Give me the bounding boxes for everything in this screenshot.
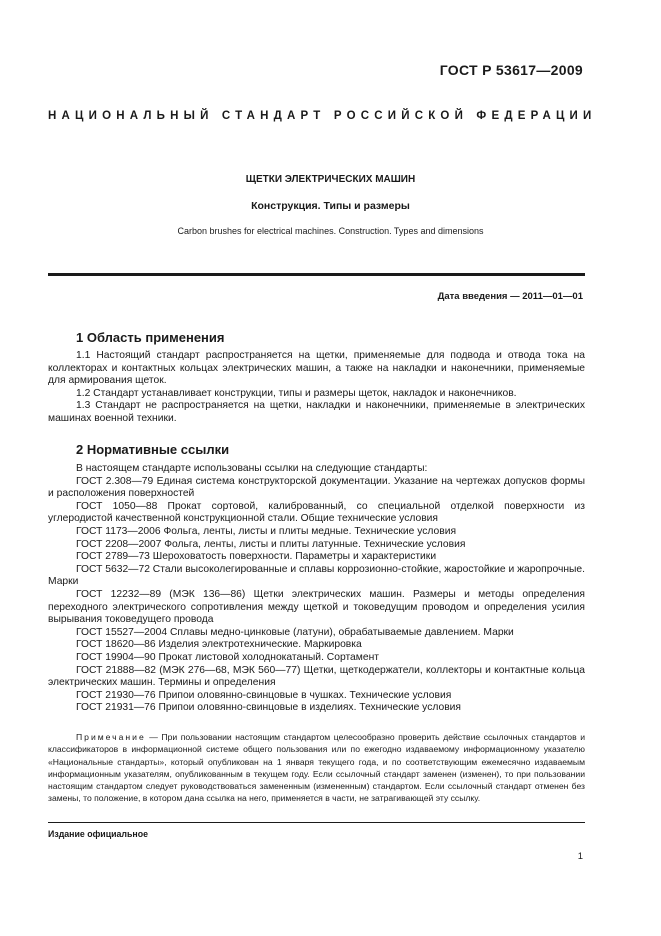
paragraph-1-2: 1.2 Стандарт устанавливает конструкции, типы и размеры щеток, накладок и наконечников. — [76, 387, 517, 399]
section-2-content — [48, 463, 585, 715]
reference-item: ГОСТ 1173—2006 Фольга, ленты, листы и плиты медные. Технические условия — [76, 525, 457, 537]
english-title: Carbon brushes for electrical machines. Construction. Types and dimensions — [177, 226, 484, 236]
note-text: — При пользовании настоящим стандартом целесообразно проверить действие ссылочных стандартов и классификаторов в информационной системе общего пользования или по ежегодно издаваемому информационному указателю «Национальные стандарты», который опубликован на 1 января текущего года, и по соответствующим ежемесячно издаваемым информационным указателям, опубликованным в текущем году. Если ссылочный стандарт заменен (изменен), то при пользовании настоящим стандартом следует руководствоваться замененным (измененным) стандартом. Если ссылочный стандарт отменен без замены, то положение, в котором дана ссылка на него, применяется в части, не затрагивающей эту ссылку. — [48, 732, 585, 804]
paragraph-1-1: 1.1 Настоящий стандарт распространяется на щетки, применяемые для подвода и отвода тока на коллекторах и контактных кольцах электрических машин, а также на накладки и наконечники, применяемые для армирования щеток. — [48, 350, 585, 387]
national-standard-banner: НАЦИОНАЛЬНЫЙ СТАНДАРТ РОССИЙСКОЙ ФЕДЕРАЦИИ — [48, 110, 597, 122]
top-rule — [48, 273, 585, 276]
reference-item: ГОСТ 2208—2007 Фольга, ленты, листы и плиты латунные. Технические условия — [76, 538, 466, 550]
page-number: 1 — [577, 851, 583, 862]
reference-item: ГОСТ 1050—88 Прокат сортовой, калиброванный, со специальной отделкой поверхности из углеродистой качественной конструкционной стали. Общие технические условия — [48, 500, 585, 525]
official-edition-label: Издание официальное — [48, 829, 148, 839]
reference-item: ГОСТ 15527—2004 Сплавы медно-цинковые (латуни), обрабатываемые давлением. Марки — [76, 626, 514, 638]
note-block — [48, 731, 585, 805]
paragraph-1-3: 1.3 Стандарт не распространяется на щетки, накладки и наконечники, применяемые в электрических машинах военной техники. — [48, 400, 585, 424]
document-title: ЩЕТКИ ЭЛЕКТРИЧЕСКИХ МАШИН — [245, 174, 416, 185]
reference-item: ГОСТ 2.308—79 Единая система конструкторской документации. Указание на чертежах допусков формы и расположения поверхностей — [48, 475, 585, 500]
reference-item: ГОСТ 21888—82 (МЭК 276—68, МЭК 560—77) Щетки, щеткодержатели, коллекторы и контактные кольца электрических машин. Термины и определения — [48, 664, 585, 689]
reference-item: ГОСТ 21931—76 Припои оловянно-свинцовые в изделиях. Технические условия — [76, 702, 462, 714]
reference-item: ГОСТ 5632—72 Стали высоколегированные и сплавы коррозионно-стойкие, жаростойкие и жаропрочные. Марки — [48, 563, 585, 588]
reference-item: ГОСТ 19904—90 Прокат листовой холоднокатаный. Сортамент — [76, 651, 379, 663]
section-1-title: 1 Область применения — [76, 330, 225, 345]
standard-number: ГОСТ Р 53617—2009 — [439, 62, 583, 78]
bottom-rule — [48, 822, 585, 823]
section-1-content — [48, 350, 585, 426]
introduction-date: Дата введения — 2011—01—01 — [437, 291, 583, 302]
reference-item: ГОСТ 18620—86 Изделия электротехнические. Маркировка — [76, 639, 362, 651]
reference-item: ГОСТ 21930—76 Припои оловянно-свинцовые в чушках. Технические условия — [76, 689, 452, 701]
document-subtitle: Конструкция. Типы и размеры — [251, 200, 410, 212]
reference-item: ГОСТ 2789—73 Шероховатость поверхности. Параметры и характеристики — [76, 551, 437, 563]
references-intro: В настоящем стандарте использованы ссылки на следующие стандарты: — [76, 463, 428, 474]
section-2-title: 2 Нормативные ссылки — [76, 442, 230, 457]
note-label: Примечание — [76, 732, 146, 742]
reference-item: ГОСТ 12232—89 (МЭК 136—86) Щетки электрических машин. Размеры и методы определения переходного электрического сопротивления между щеткой и токоведущим проводом и определения усилия вырывания токоведущего провода — [48, 588, 585, 626]
